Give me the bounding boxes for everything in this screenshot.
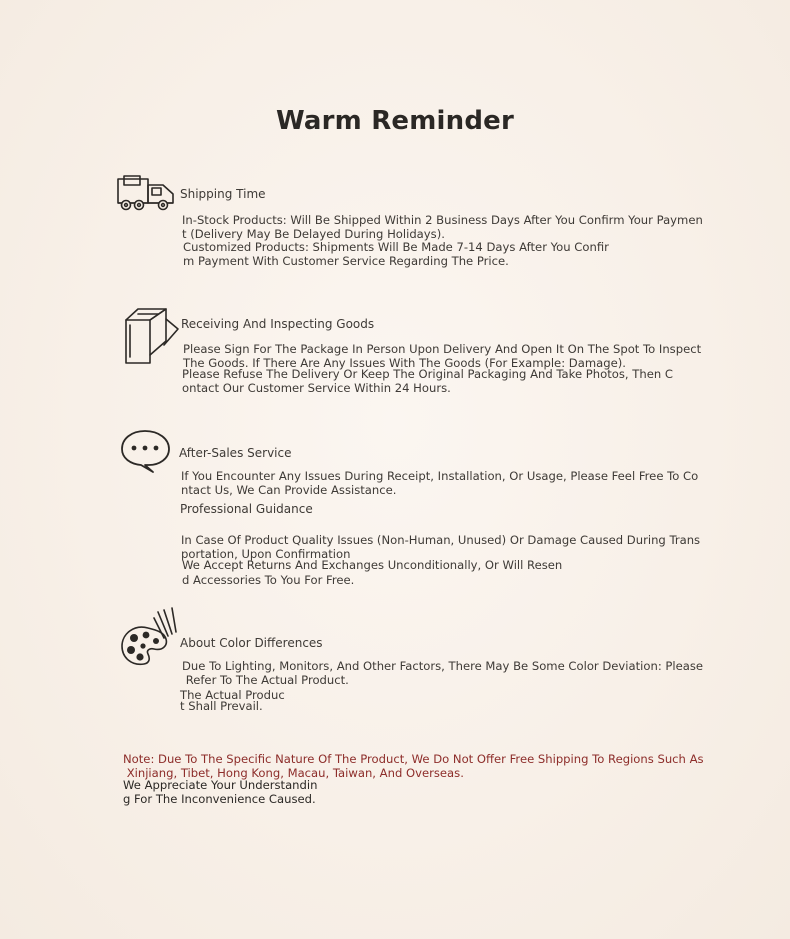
color-differences-heading: About Color Differences bbox=[180, 636, 323, 650]
guidance-text-line: portation, Upon Confirmation bbox=[181, 547, 351, 561]
page-title: Warm Reminder bbox=[275, 106, 515, 136]
professional-guidance-heading: Professional Guidance bbox=[180, 502, 313, 516]
receiving-text-line: The Goods. If There Are Any Issues With The Goods (For Example: Damage). bbox=[183, 356, 626, 370]
receiving-text-line: Please Refuse The Delivery Or Keep The Original Packaging And Take Photos, Then C bbox=[182, 367, 673, 381]
shipping-note-line: Note: Due To The Specific Nature Of The Product, We Do Not Offer Free Shipping To Regions Such As bbox=[123, 752, 704, 766]
guidance-text-line: We Accept Returns And Exchanges Unconditionally, Or Will Resen bbox=[182, 558, 563, 572]
shipping-note-line: Xinjiang, Tibet, Hong Kong, Macau, Taiwan, And Overseas. bbox=[123, 766, 464, 780]
guidance-text-line: In Case Of Product Quality Issues (Non-Human, Unused) Or Damage Caused During Trans bbox=[181, 533, 701, 547]
color-text-line: Due To Lighting, Monitors, And Other Factors, There May Be Some Color Deviation: Please bbox=[182, 659, 704, 673]
shipping-heading: Shipping Time bbox=[180, 187, 266, 201]
delivery-truck-icon bbox=[115, 174, 177, 214]
after-sales-text-line: If You Encounter Any Issues During Receipt, Installation, Or Usage, Please Feel Free To Co bbox=[181, 469, 699, 483]
apology-line: We Appreciate Your Understandin bbox=[123, 778, 318, 792]
color-text-line: Refer To The Actual Product. bbox=[182, 673, 349, 687]
after-sales-text-line: ntact Us, We Can Provide Assistance. bbox=[181, 483, 397, 497]
shipping-text-line: t (Delivery May Be Delayed During Holidays). bbox=[182, 227, 445, 241]
paint-palette-icon bbox=[118, 606, 182, 670]
package-box-icon bbox=[120, 305, 182, 367]
chat-bubble-icon bbox=[119, 428, 173, 474]
shipping-text-line: In-Stock Products: Will Be Shipped Within 2 Business Days After You Confirm Your Paymen bbox=[182, 213, 703, 227]
color-text-line: t Shall Prevail. bbox=[180, 699, 263, 713]
guidance-text-line: d Accessories To You For Free. bbox=[182, 573, 355, 587]
receiving-heading: Receiving And Inspecting Goods bbox=[181, 317, 375, 331]
color-text-line: The Actual Produc bbox=[180, 688, 285, 702]
receiving-text-line: ontact Our Customer Service Within 24 Hours. bbox=[182, 381, 451, 395]
receiving-text-line: Please Sign For The Package In Person Upon Delivery And Open It On The Spot To Inspect bbox=[183, 342, 702, 356]
apology-line: g For The Inconvenience Caused. bbox=[123, 792, 316, 806]
after-sales-heading: After-Sales Service bbox=[179, 446, 292, 460]
shipping-text-line: Customized Products: Shipments Will Be Made 7-14 Days After You Confir bbox=[183, 240, 609, 254]
shipping-text-line: m Payment With Customer Service Regarding The Price. bbox=[183, 254, 509, 268]
